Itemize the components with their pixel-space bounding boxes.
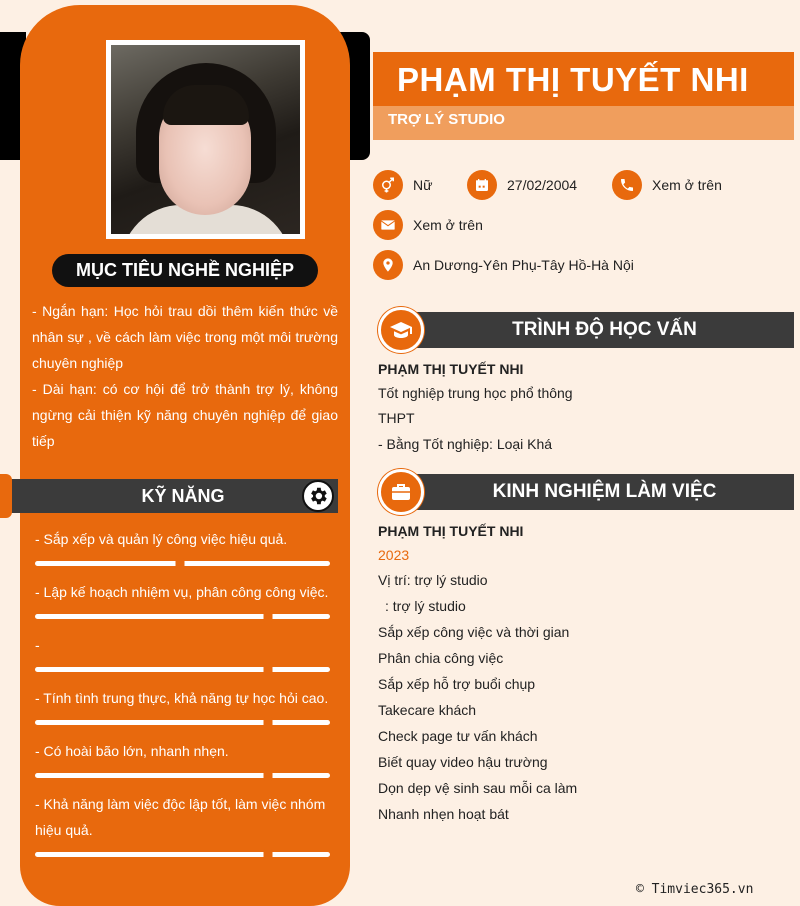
experience-title: KINH NGHIỆM LÀM VIỆC bbox=[492, 481, 717, 502]
objective-text bbox=[32, 298, 338, 454]
skill-item bbox=[35, 579, 335, 619]
objective-long-term: - Dài hạn: có cơ hội để trở thành trợ lý, không ngừng cải thiện kỹ năng chuyên nghiệp để giao tiếp bbox=[32, 381, 338, 449]
contact-phone bbox=[612, 170, 722, 200]
skill-level-bar bbox=[35, 667, 330, 672]
education-school: PHẠM THỊ TUYẾT NHI bbox=[378, 361, 524, 377]
experience-position: Vị trí: trợ lý studio bbox=[378, 572, 488, 588]
skill-label: - Sắp xếp và quản lý công việc hiệu quả. bbox=[35, 531, 288, 547]
experience-task: Biết quay video hậu trường bbox=[378, 754, 548, 770]
profile-photo bbox=[106, 40, 305, 239]
objective-title: MỤC TIÊU NGHỀ NGHIỆP bbox=[52, 254, 318, 287]
objective-short-term: - Ngắn hạn: Học hỏi trau dồi thêm kiến thức về nhân sự , về cách làm việc trong một môi trường chuyên nghiệp bbox=[32, 303, 338, 371]
briefcase-icon bbox=[378, 469, 424, 515]
skill-label: - bbox=[35, 637, 40, 653]
experience-task: Check page tư vấn khách bbox=[378, 728, 538, 744]
experience-task: Takecare khách bbox=[378, 702, 477, 718]
skill-level-bar bbox=[35, 773, 330, 778]
skill-level-marker bbox=[264, 770, 273, 781]
skill-label: - Lập kế hoạch nhiệm vụ, phân công công việc. bbox=[35, 584, 329, 600]
contact-email bbox=[373, 210, 483, 240]
experience-task: Nhanh nhẹn hoạt bát bbox=[378, 806, 509, 822]
phone-icon bbox=[612, 170, 642, 200]
skill-level-marker bbox=[264, 849, 273, 860]
calendar-icon bbox=[467, 170, 497, 200]
skill-item bbox=[35, 738, 335, 778]
email-value: Xem ở trên bbox=[413, 217, 483, 233]
skill-label: - Có hoài bão lớn, nhanh nhẹn. bbox=[35, 743, 229, 759]
graduation-cap-icon bbox=[378, 307, 424, 353]
education-level: THPT bbox=[378, 410, 415, 426]
contact-birthday bbox=[467, 170, 577, 200]
skill-item bbox=[35, 632, 335, 672]
skill-item bbox=[35, 685, 335, 725]
skill-level-marker bbox=[264, 717, 273, 728]
skill-level-marker bbox=[264, 664, 273, 675]
gear-icon bbox=[302, 480, 334, 512]
skill-level-marker bbox=[175, 558, 184, 569]
birthday-value: 27/02/2004 bbox=[507, 177, 578, 193]
candidate-role: TRỢ LÝ STUDIO bbox=[388, 111, 505, 128]
portrait-image bbox=[111, 45, 300, 234]
skills-header-tab bbox=[0, 474, 12, 518]
contact-address bbox=[373, 250, 634, 280]
skills-list bbox=[35, 526, 335, 870]
education-grade: - Bằng Tốt nghiệp: Loại Khá bbox=[378, 436, 553, 452]
footer-copyright: © Timviec365.vn bbox=[636, 882, 754, 897]
location-icon bbox=[373, 250, 403, 280]
email-icon bbox=[373, 210, 403, 240]
phone-value: Xem ở trên bbox=[652, 177, 722, 193]
skill-label: - Tính tình trung thực, khả năng tự học hỏi cao. bbox=[35, 690, 329, 706]
skills-title: KỸ NĂNG bbox=[141, 486, 225, 506]
skill-level-bar bbox=[35, 720, 330, 725]
skill-level-bar bbox=[35, 852, 330, 857]
experience-task: Phân chia công việc bbox=[378, 650, 504, 666]
gender-icon bbox=[373, 170, 403, 200]
experience-year: 2023 bbox=[378, 547, 410, 563]
skill-level-bar bbox=[35, 561, 330, 566]
candidate-name: PHẠM THỊ TUYẾT NHI bbox=[397, 61, 749, 98]
address-value: An Dương-Yên Phụ-Tây Hồ-Hà Nội bbox=[413, 257, 634, 273]
skill-level-marker bbox=[264, 611, 273, 622]
skill-label: - Khả năng làm việc độc lập tốt, làm việc nhóm hiệu quả. bbox=[35, 796, 326, 838]
experience-task: Dọn dẹp vệ sinh sau mỗi ca làm bbox=[378, 780, 578, 796]
experience-subtitle: : trợ lý studio bbox=[385, 598, 466, 614]
skill-item bbox=[35, 791, 335, 857]
gender-value: Nữ bbox=[413, 177, 433, 193]
contact-gender bbox=[373, 170, 432, 200]
skill-item bbox=[35, 526, 335, 566]
experience-task: Sắp xếp công việc và thời gian bbox=[378, 624, 570, 640]
experience-task: Sắp xếp hỗ trợ buổi chụp bbox=[378, 676, 536, 692]
education-degree: Tốt nghiệp trung học phổ thông bbox=[378, 385, 573, 401]
education-title: TRÌNH ĐỘ HỌC VẤN bbox=[512, 319, 697, 340]
skill-level-bar bbox=[35, 614, 330, 619]
experience-company: PHẠM THỊ TUYẾT NHI bbox=[378, 523, 524, 539]
